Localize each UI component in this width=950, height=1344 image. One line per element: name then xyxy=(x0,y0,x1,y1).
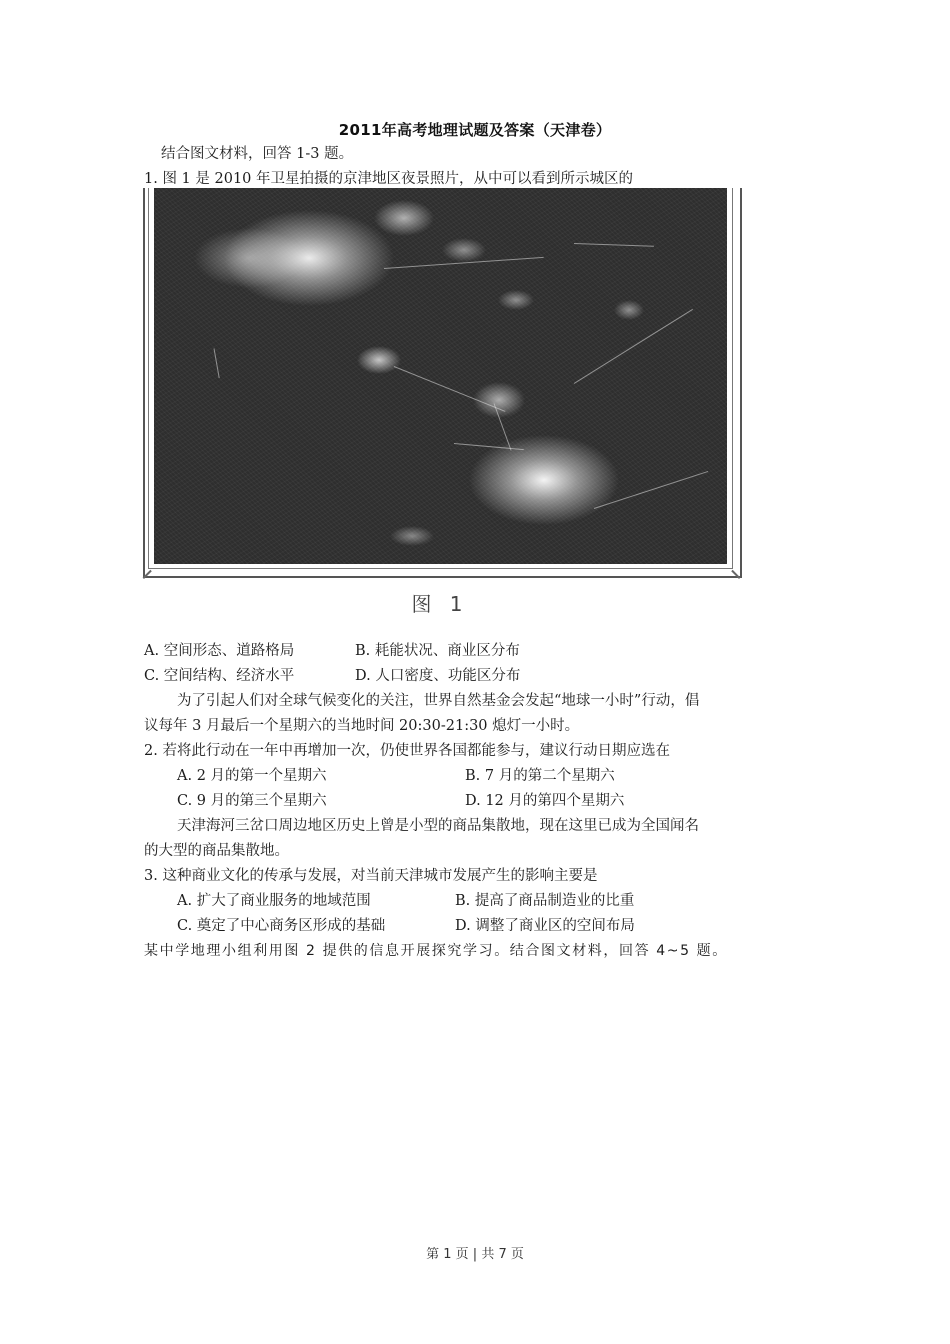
q1-option-c: C. 空间结构、经济水平 xyxy=(144,668,295,684)
q2-option-a: A. 2 月的第一个星期六 xyxy=(177,768,327,784)
q1-option-a: A. 空间形态、道路格局 xyxy=(144,643,295,659)
q1-option-b: B. 耗能状况、商业区分布 xyxy=(355,643,520,659)
q2-option-c: C. 9 月的第三个星期六 xyxy=(177,793,327,809)
road-light-line xyxy=(384,257,544,269)
q3-option-d: D. 调整了商业区的空间布局 xyxy=(455,918,635,934)
q1-option-d: D. 人口密度、功能区分布 xyxy=(355,668,521,684)
road-light-line xyxy=(574,243,654,247)
question-1-stem: 1. 图 1 是 2010 年卫星拍摄的京津地区夜景照片，从中可以看到所示城区的 xyxy=(144,171,634,187)
passage-2-line-1: 为了引起人们对全球气候变化的关注，世界自然基金会发起“地球一小时”行动，倡 xyxy=(177,693,700,709)
road-light-line xyxy=(214,348,220,378)
q2-option-d: D. 12 月的第四个星期六 xyxy=(465,793,625,809)
q3-option-b: B. 提高了商品制造业的比重 xyxy=(455,893,635,909)
q2-option-b: B. 7 月的第二个星期六 xyxy=(465,768,615,784)
passage-3-line-1: 天津海河三岔口周边地区历史上曾是小型的商品集散地，现在这里已成为全国闻名 xyxy=(177,818,699,834)
road-light-line xyxy=(574,309,693,384)
next-section-intro: 某中学地理小组利用图 2 提供的信息开展探究学习。结合图文材料，回答 4~5 题。 xyxy=(144,943,728,959)
night-lights-image xyxy=(154,188,727,564)
document-title: 2011年高考地理试题及答案（天津卷） xyxy=(338,121,612,139)
figure-1-caption: 图 1 xyxy=(411,592,469,616)
q3-option-c: C. 奠定了中心商务区形成的基础 xyxy=(177,918,386,934)
question-3-stem: 3. 这种商业文化的传承与发展，对当前天津城市发展产生的影响主要是 xyxy=(144,868,598,884)
figure-1-satellite-night-photo xyxy=(143,188,740,580)
page-footer: 第 1 页 | 共 7 页 xyxy=(426,1247,524,1262)
road-light-line xyxy=(594,471,708,509)
road-light-line xyxy=(394,366,506,412)
section-intro: 结合图文材料，回答 1-3 题。 xyxy=(161,146,354,162)
question-2-stem: 2. 若将此行动在一年中再增加一次，仍使世界各国都能参与，建议行动日期应选在 xyxy=(144,743,670,759)
passage-3-line-2: 的大型的商品集散地。 xyxy=(144,843,289,859)
road-light-line xyxy=(454,443,524,450)
passage-2-line-2: 议每年 3 月最后一个星期六的当地时间 20:30-21:30 熄灯一小时。 xyxy=(144,718,580,734)
q3-option-a: A. 扩大了商业服务的地域范围 xyxy=(177,893,371,909)
